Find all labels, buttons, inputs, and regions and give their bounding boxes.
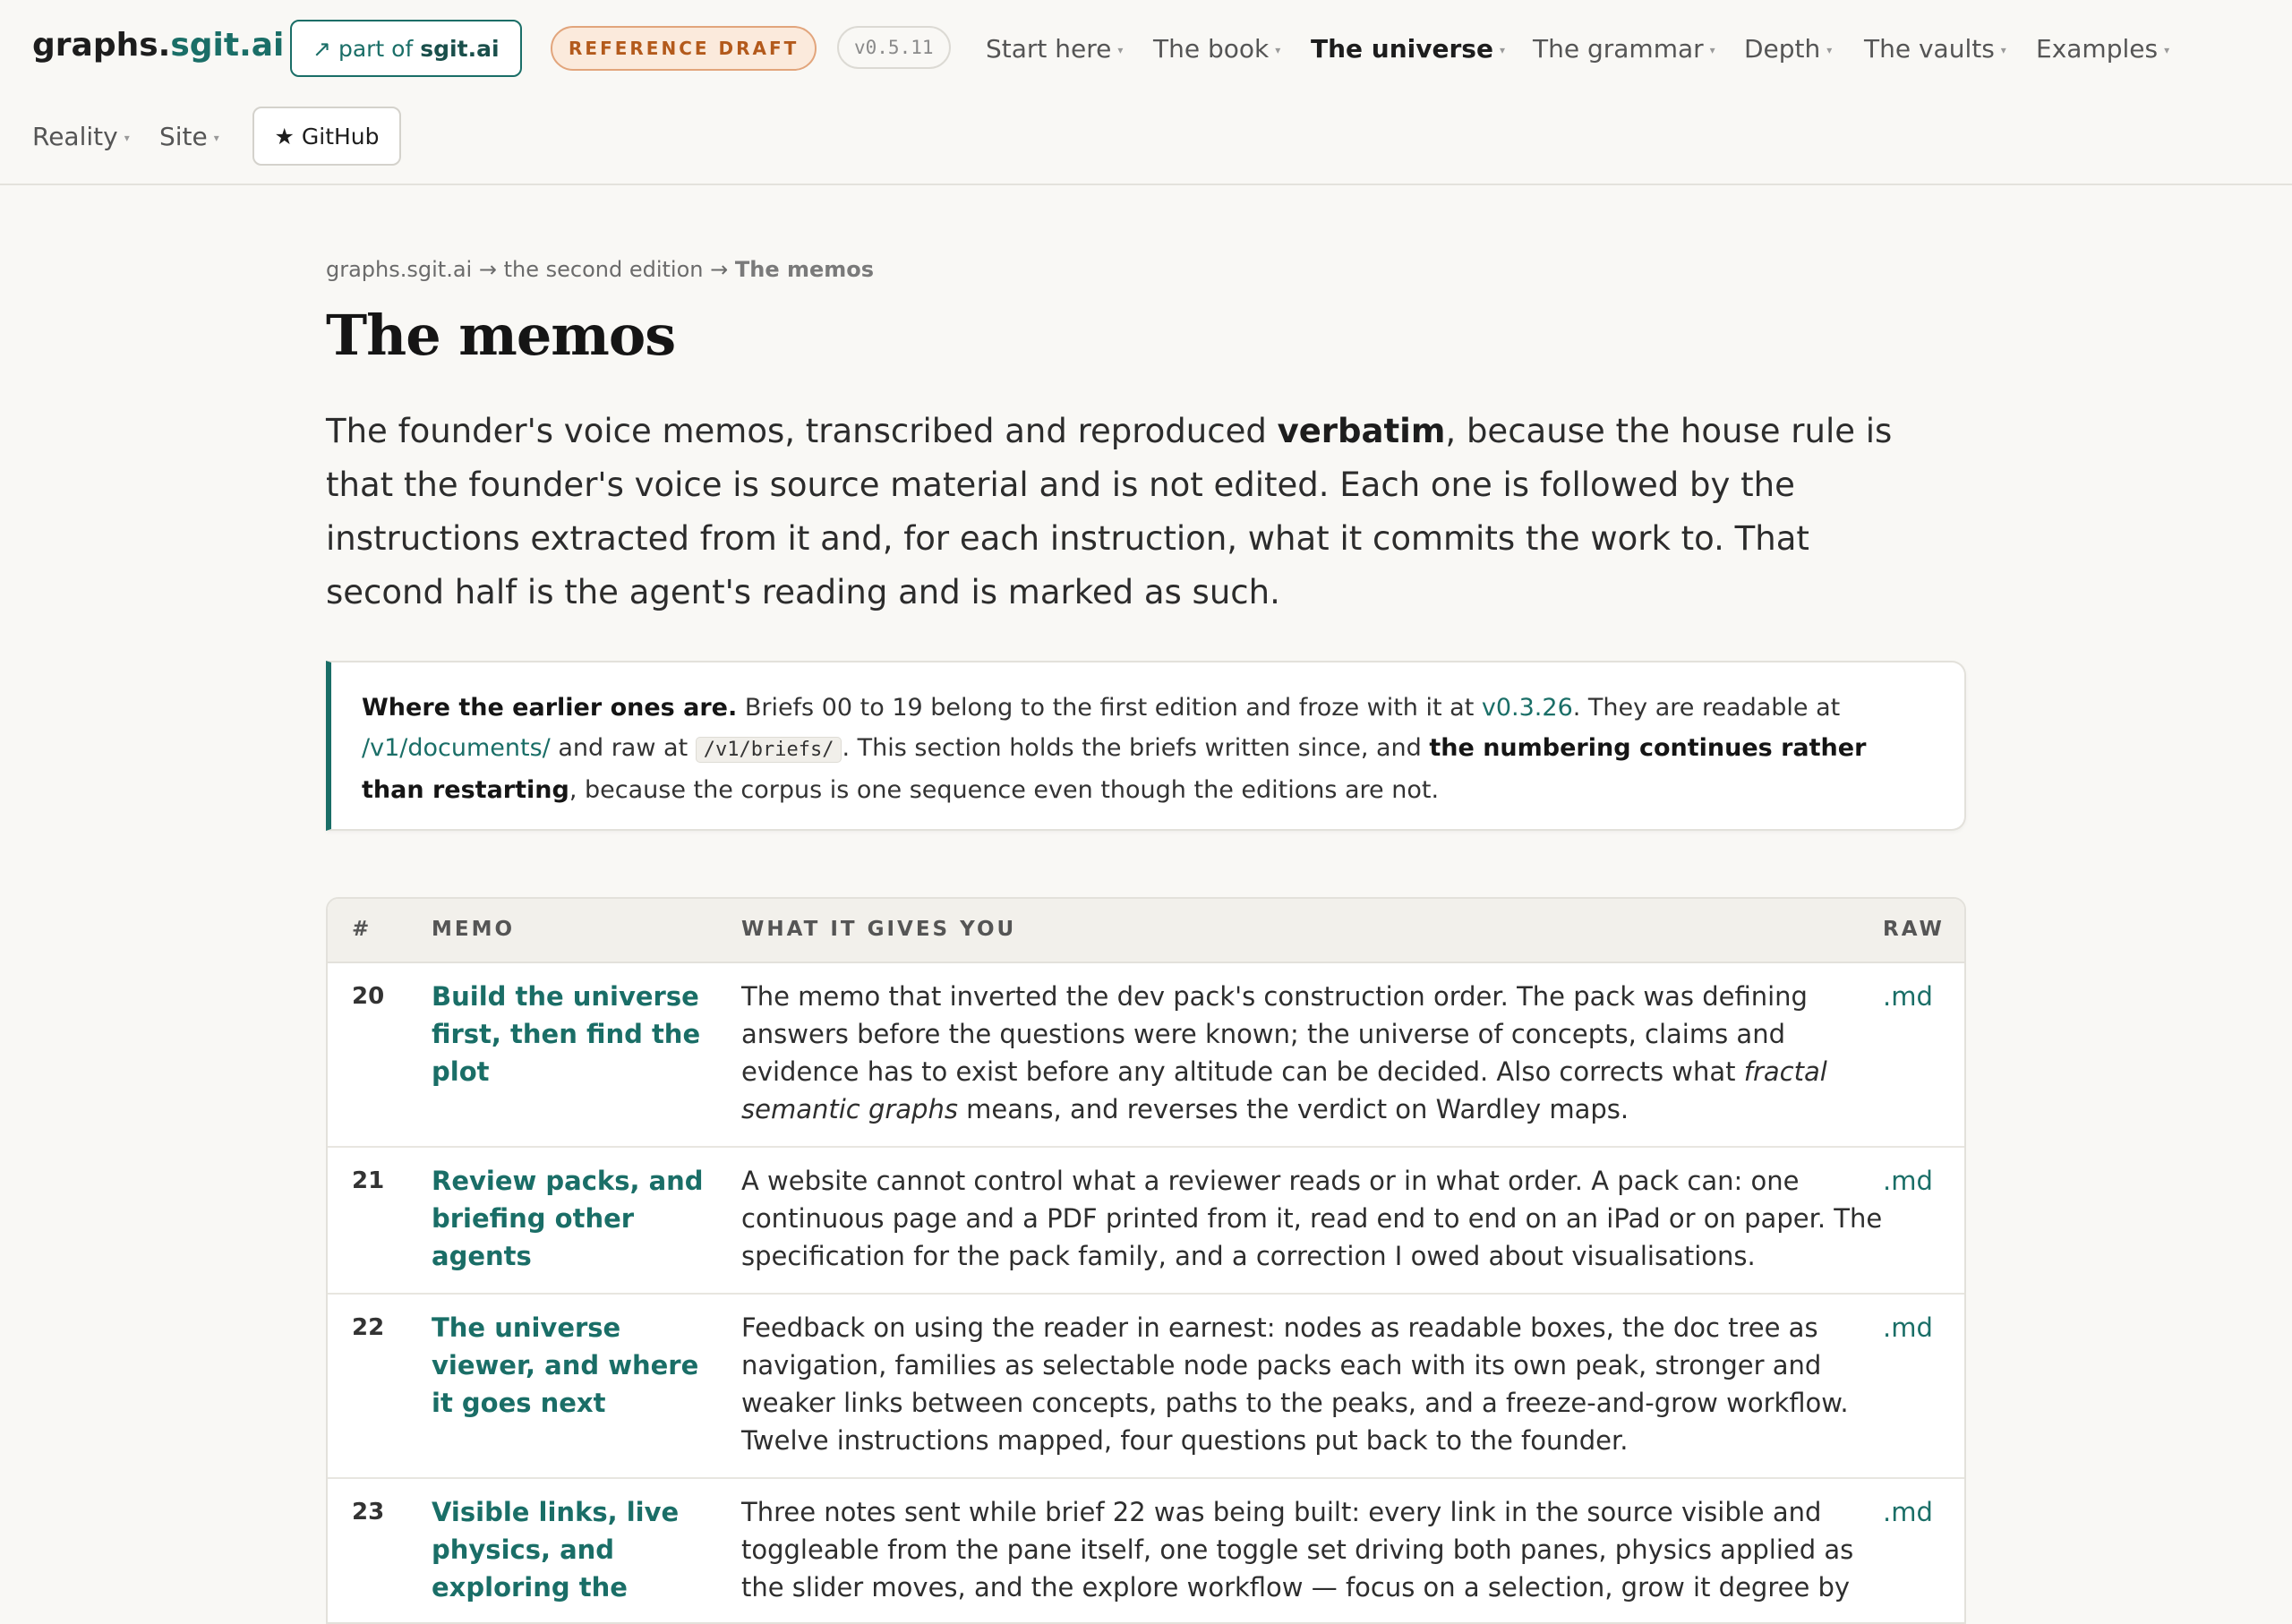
memo-title-link[interactable]: Review packs, and briefing other agents	[432, 1166, 704, 1271]
intro-text: The founder's voice memos, transcribed and reproduced	[326, 412, 1278, 450]
nav-label: Site	[159, 121, 208, 151]
chevron-down-icon: ▾	[1709, 43, 1715, 56]
nav-label: Examples	[2036, 33, 2159, 64]
nav-reality[interactable]	[32, 118, 130, 154]
part-of-site: sgit.ai	[420, 35, 500, 62]
nav-label: The universe	[1311, 33, 1493, 64]
memo-description: Three notes sent while brief 22 was being built: every link in the source visible and toggleable from the pane itself, one toggle set driving both panes, physics applied as the slider moves, and the explore workflow — focus on a selection, grow it degree by	[741, 1497, 1854, 1603]
table-row	[328, 1148, 1964, 1295]
memo-title-link[interactable]: Visible links, live physics, and exploring the	[432, 1497, 680, 1603]
header-raw: RAW	[1883, 918, 1945, 941]
memo-number: 20	[352, 983, 385, 1010]
nav-start-here[interactable]	[986, 30, 1123, 66]
part-of-sgit-link[interactable]	[290, 20, 522, 77]
desc-text: means, and reverses the verdict on Wardley maps.	[957, 1094, 1629, 1124]
chevron-down-icon: ▾	[213, 131, 219, 144]
chevron-down-icon: ▾	[124, 131, 130, 144]
version-link[interactable]: v0.3.26	[1481, 694, 1573, 722]
memo-number: 22	[352, 1314, 385, 1341]
nav-the-vaults[interactable]	[1864, 30, 2006, 66]
nav-the-book[interactable]	[1153, 30, 1280, 66]
breadcrumb-root[interactable]: graphs.sgit.ai	[326, 257, 473, 282]
github-button[interactable]	[252, 107, 401, 166]
breadcrumb	[326, 257, 1966, 286]
note-text: Briefs 00 to 19 belong to the first edition and froze with it at	[737, 694, 1482, 722]
raw-md-link[interactable]: .md	[1883, 1497, 1933, 1527]
raw-md-link[interactable]: .md	[1883, 1166, 1933, 1196]
table-row	[328, 963, 1964, 1148]
chevron-down-icon: ▾	[2164, 43, 2170, 56]
star-icon: ★	[274, 123, 295, 150]
table-row	[328, 1295, 1964, 1479]
note-text: , because the corpus is one sequence even though the editions are not.	[569, 776, 1440, 804]
raw-md-link[interactable]: .md	[1883, 1312, 1933, 1343]
memo-title-link[interactable]: Build the universe first, then find the plot	[432, 981, 701, 1087]
header-gives: WHAT IT GIVES YOU	[741, 918, 1017, 941]
memo-title-link[interactable]: The universe viewer, and where it goes next	[432, 1312, 699, 1418]
memo-number: 21	[352, 1167, 385, 1194]
nav-site[interactable]	[159, 118, 219, 154]
brand-accent: sgit.ai	[170, 27, 285, 64]
site-header	[0, 0, 2292, 185]
memos-table	[326, 897, 1966, 1624]
nav-label: The grammar	[1533, 33, 1704, 64]
nav-depth[interactable]	[1744, 30, 1832, 66]
memo-description: A website cannot control what a reviewer reads or in what order. A pack can: one continuous page and a PDF printed from it, read end to end on an iPad or on paper. The specification for the pack family, and a correction I owed about visualisations.	[741, 1166, 1883, 1271]
external-arrow-icon: ↗	[312, 35, 331, 62]
nav-examples[interactable]	[2036, 30, 2169, 66]
version-badge: v0.5.11	[837, 26, 951, 69]
memo-number: 23	[352, 1499, 385, 1526]
v1-documents-link[interactable]: /v1/documents/	[362, 734, 551, 762]
intro-bold: verbatim	[1277, 412, 1446, 450]
nav-label: The book	[1153, 33, 1270, 64]
note-text: and raw at	[550, 734, 696, 762]
breadcrumb-separator: →	[478, 257, 497, 282]
intro-text: , because the house rule is that the founder's voice is source material and is not edited. Each one is followed by the instructions extracted from it and, for each instruction, what it commits the work to. That second half is the agent's reading and is marked as such.	[326, 412, 1893, 611]
chevron-down-icon: ▾	[1117, 43, 1124, 56]
memo-description	[741, 978, 1896, 1128]
breadcrumb-second-edition[interactable]: the second edition	[503, 257, 704, 282]
nav-label: Start here	[986, 33, 1112, 64]
nav-label: Depth	[1744, 33, 1821, 64]
nav-label: Reality	[32, 121, 118, 151]
earlier-editions-note	[326, 661, 1966, 831]
nav-the-universe[interactable]	[1311, 30, 1505, 66]
header-num: #	[352, 918, 372, 941]
note-text: . This section holds the briefs written since, and	[842, 734, 1430, 762]
intro-paragraph	[326, 405, 1937, 620]
header-memo: MEMO	[432, 918, 516, 941]
memo-description: Feedback on using the reader in earnest: nodes as readable boxes, the doc tree as navigation, families as selectable node packs each with its own peak, stronger and weaker links between concepts, paths to the peaks, and a freeze-and-grow workflow. Twelve instructions mapped, four questions put back to the founder.	[741, 1312, 1849, 1456]
note-bold: the numbering continues rather than restarting	[362, 734, 1867, 804]
site-logo[interactable]	[32, 27, 284, 64]
chevron-down-icon: ▾	[2000, 43, 2006, 56]
github-label: GitHub	[301, 123, 380, 150]
chevron-down-icon: ▾	[1826, 43, 1833, 56]
desc-emphasis: fractal semantic graphs	[741, 1056, 1827, 1124]
desc-text: The memo that inverted the dev pack's construction order. The pack was defining answers before the questions were known; the universe of concepts, claims and evidence has to exist before any altitude can be decided. Also corrects what	[741, 981, 1808, 1087]
raw-md-link[interactable]: .md	[1883, 981, 1933, 1012]
reference-draft-badge: REFERENCE DRAFT	[551, 26, 817, 71]
nav-the-grammar[interactable]	[1533, 30, 1715, 66]
main-content	[326, 185, 1966, 1624]
part-of-label: part of	[338, 35, 414, 62]
note-lead: Where the earlier ones are.	[362, 694, 738, 722]
note-text: . They are readable at	[1572, 694, 1841, 722]
breadcrumb-current: The memos	[734, 257, 875, 282]
v1-briefs-code: /v1/briefs/	[696, 737, 842, 763]
breadcrumb-separator: →	[710, 257, 729, 282]
table-row	[328, 1479, 1964, 1622]
chevron-down-icon: ▾	[1275, 43, 1281, 56]
nav-label: The vaults	[1864, 33, 1995, 64]
chevron-down-icon: ▾	[1499, 43, 1505, 56]
page-title: The memos	[326, 303, 676, 368]
table-header	[328, 899, 1964, 963]
brand-prefix: graphs.	[32, 27, 171, 64]
